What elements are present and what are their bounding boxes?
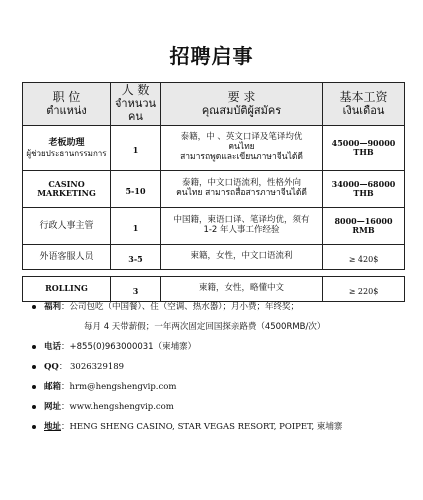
- bullet-icon: [32, 405, 36, 409]
- table-header-row: [23, 83, 405, 126]
- count-cell: 3: [111, 277, 161, 302]
- position-cell: 老板助理 ผู้ช่วยประธานกรรมการ: [23, 126, 111, 171]
- count-cell: 1: [111, 126, 161, 171]
- header-count: 人 数 จำหนวน คน: [111, 83, 161, 126]
- table-row: [23, 171, 405, 208]
- requirements-cell: 泰籍，中 、英文口译及笔译均优 คนไทย สามารถพูดและเขียนภาษาจีนได้ดี: [161, 126, 323, 171]
- table-spacer: [23, 270, 405, 277]
- header-salary: 基本工资 เงินเดือน: [323, 83, 405, 126]
- table-row: [23, 208, 405, 245]
- position-cell: ROLLING: [23, 277, 111, 302]
- count-cell: 3-5: [111, 245, 161, 270]
- header-requirements: 要 求 คุณสมบัติผู้สมัคร: [161, 83, 323, 126]
- position-cell: 外语客服人员: [23, 245, 111, 270]
- table-row: [23, 245, 405, 270]
- bullet-icon: [32, 345, 36, 349]
- website-line: 网址：www.hengshengvip.com: [32, 400, 422, 414]
- phone-line: 电话：+855(0)963000031（柬埔寨）: [32, 340, 422, 354]
- welfare-line-2: 每月 4 天带薪假；一年两次固定回国探亲路费（4500RMB/次）: [84, 322, 326, 332]
- count-cell: 1: [111, 208, 161, 245]
- contact-info: [32, 300, 422, 440]
- requirements-cell: 柬籍，女性，中文口语流利: [161, 245, 323, 270]
- table-row: [23, 126, 405, 171]
- header-position: 职 位 ตำแหน่ง: [23, 83, 111, 126]
- email-line: 邮箱：hrm@hengshengvip.com: [32, 380, 422, 394]
- bullet-icon: [32, 365, 36, 369]
- salary-cell: ≥ 420$: [323, 245, 405, 270]
- requirements-cell: 柬籍，女性，略懂中文: [161, 277, 323, 302]
- email-link[interactable]: ：hrm@hengshengvip.com: [61, 382, 177, 392]
- position-cell: 行政人事主管: [23, 208, 111, 245]
- salary-cell: 45000—90000 THB: [323, 126, 405, 171]
- salary-cell: 34000—68000 THB: [323, 171, 405, 208]
- address-line: 地址：HENG SHENG CASINO, STAR VEGAS RESORT, POIPET, 柬埔寨: [32, 420, 422, 434]
- salary-cell: 8000—16000 RMB: [323, 208, 405, 245]
- bullet-icon: [32, 425, 36, 429]
- page-title: 招聘启事: [169, 44, 254, 68]
- requirements-cell: 中国籍，柬语口译、笔译均优，须有 1-2 年人事工作经验: [161, 208, 323, 245]
- count-cell: 5-10: [111, 171, 161, 208]
- welfare-line: 福利：公司包吃（中国餐）、住（空调、热水器）；月小费；年终奖；: [32, 300, 422, 314]
- table-row: [23, 277, 405, 302]
- bullet-icon: [32, 305, 36, 309]
- requirements-cell: 泰籍，中文口语流利，性格外向 คนไทย สามารถสื่อสารภาษาจีนได้ดี: [161, 171, 323, 208]
- website-link[interactable]: ：www.hengshengvip.com: [61, 402, 174, 412]
- salary-cell: ≥ 220$: [323, 277, 405, 302]
- job-table: [22, 82, 405, 302]
- position-cell: CASINO MARKETING: [23, 171, 111, 208]
- bullet-icon: [32, 385, 36, 389]
- qq-line: QQ： 3026329189: [32, 360, 422, 374]
